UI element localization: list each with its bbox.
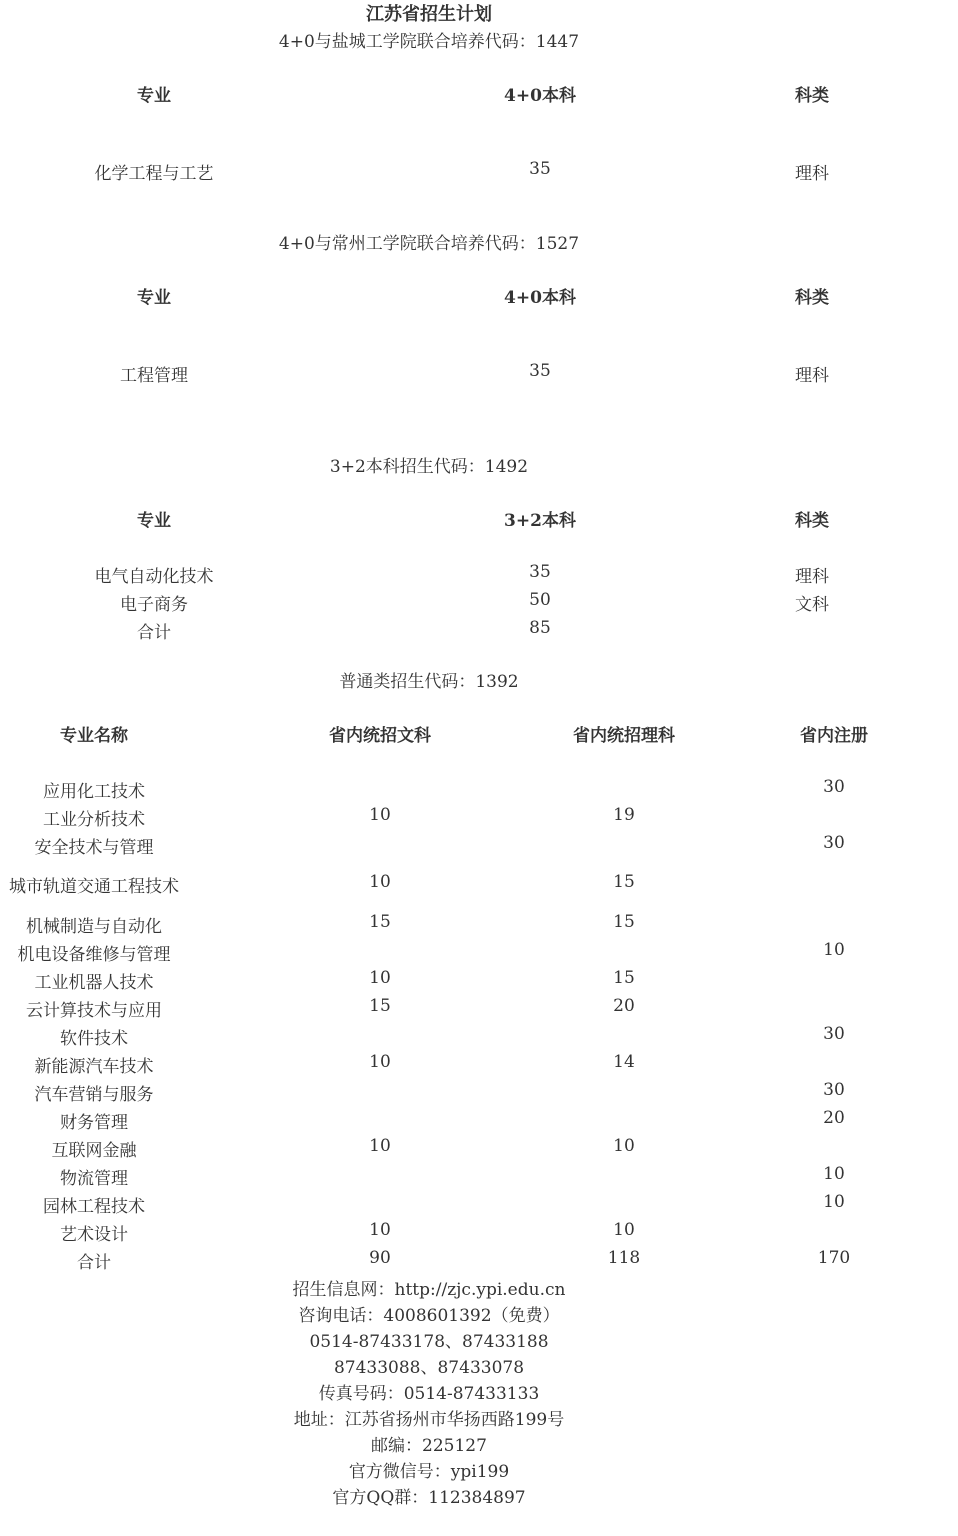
cell-arts: 10 <box>369 968 391 988</box>
cell-major-name: 安全技术与管理 <box>34 838 154 858</box>
header-quota: 3+2本科 <box>504 511 576 531</box>
cell-science: 15 <box>613 912 635 932</box>
cell-registered: 30 <box>823 1080 845 1100</box>
cell-science: 19 <box>613 805 635 825</box>
header-quota: 4+0本科 <box>504 86 576 106</box>
cell-registered: 20 <box>823 1108 845 1128</box>
cell-arts: 15 <box>369 912 391 932</box>
cell-major: 电气自动化技术 <box>94 567 214 587</box>
cell-science: 15 <box>613 872 635 892</box>
cell-major-name: 物流管理 <box>60 1169 128 1189</box>
cell-major-name: 财务管理 <box>60 1113 128 1133</box>
header-major-name: 专业名称 <box>60 726 128 746</box>
cell-major-name: 互联网金融 <box>51 1141 137 1161</box>
cell-major-name: 机电设备维修与管理 <box>17 945 171 965</box>
cell-major-name: 园林工程技术 <box>43 1197 145 1217</box>
header-major: 专业 <box>137 288 171 308</box>
cell-science: 20 <box>613 996 635 1016</box>
section-heading-1527: 4+0与常州工学院联合培养代码：1527 <box>278 234 580 254</box>
cell-science: 10 <box>613 1136 635 1156</box>
section-heading-1447: 4+0与盐城工学院联合培养代码：1447 <box>278 32 580 52</box>
page-title: 江苏省招生计划 <box>366 4 492 25</box>
contact-line: 官方微信号：ypi199 <box>348 1462 510 1482</box>
cell-major: 电子商务 <box>120 595 188 615</box>
section-heading-1392: 普通类招生代码：1392 <box>339 672 519 692</box>
cell-arts: 15 <box>369 996 391 1016</box>
cell-quota: 50 <box>529 590 551 610</box>
cell-quota: 35 <box>529 361 551 381</box>
cell-major-name: 机械制造与自动化 <box>26 917 162 937</box>
cell-major: 化学工程与工艺 <box>94 164 214 184</box>
cell-major-name: 合计 <box>77 1253 111 1273</box>
header-quota: 4+0本科 <box>504 288 576 308</box>
header-category: 科类 <box>795 511 829 531</box>
cell-major-name: 云计算技术与应用 <box>26 1001 162 1021</box>
contact-line: 官方QQ群：112384897 <box>332 1488 526 1508</box>
cell-arts: 10 <box>369 1052 391 1072</box>
contact-line: 87433088、87433078 <box>333 1358 525 1378</box>
cell-major-name: 新能源汽车技术 <box>34 1057 154 1077</box>
cell-major-name: 艺术设计 <box>60 1225 128 1245</box>
contact-line: 招生信息网：http://zjc.ypi.edu.cn <box>292 1280 566 1300</box>
cell-registered: 30 <box>823 833 845 853</box>
cell-registered: 30 <box>823 777 845 797</box>
section-heading-1492: 3+2本科招生代码：1492 <box>329 457 529 477</box>
contact-line: 传真号码：0514-87433133 <box>318 1384 540 1404</box>
cell-category: 文科 <box>795 595 829 615</box>
cell-category: 理科 <box>795 366 829 386</box>
cell-registered: 10 <box>823 1164 845 1184</box>
contact-line: 0514-87433178、87433188 <box>309 1332 549 1352</box>
cell-major: 工程管理 <box>120 366 188 386</box>
cell-arts: 10 <box>369 805 391 825</box>
cell-arts: 90 <box>369 1248 391 1268</box>
contact-line: 邮编：225127 <box>371 1436 487 1456</box>
header-category: 科类 <box>795 288 829 308</box>
cell-arts: 10 <box>369 872 391 892</box>
cell-registered: 10 <box>823 1192 845 1212</box>
header-category: 科类 <box>795 86 829 106</box>
cell-major-name: 汽车营销与服务 <box>34 1085 154 1105</box>
header-major: 专业 <box>137 86 171 106</box>
cell-major-name: 城市轨道交通工程技术 <box>9 877 179 897</box>
cell-quota: 35 <box>529 562 551 582</box>
cell-major-name: 工业机器人技术 <box>34 973 154 993</box>
cell-science: 14 <box>613 1052 635 1072</box>
cell-major-name: 软件技术 <box>60 1029 128 1049</box>
cell-science: 15 <box>613 968 635 988</box>
header-science: 省内统招理科 <box>573 726 675 746</box>
cell-major: 合计 <box>137 623 171 643</box>
cell-registered: 30 <box>823 1024 845 1044</box>
contact-line: 咨询电话：4008601392（免费） <box>298 1306 560 1326</box>
cell-quota: 35 <box>529 159 551 179</box>
cell-category: 理科 <box>795 567 829 587</box>
cell-quota: 85 <box>529 618 551 638</box>
cell-major-name: 应用化工技术 <box>43 782 145 802</box>
contact-line: 地址：江苏省扬州市华扬西路199号 <box>293 1410 565 1430</box>
cell-registered: 10 <box>823 940 845 960</box>
cell-arts: 10 <box>369 1136 391 1156</box>
cell-science: 10 <box>613 1220 635 1240</box>
cell-science: 118 <box>607 1248 641 1268</box>
cell-major-name: 工业分析技术 <box>43 810 145 830</box>
cell-arts: 10 <box>369 1220 391 1240</box>
cell-category: 理科 <box>795 164 829 184</box>
header-major: 专业 <box>137 511 171 531</box>
cell-registered: 170 <box>817 1248 851 1268</box>
header-registered: 省内注册 <box>800 726 868 746</box>
header-arts: 省内统招文科 <box>329 726 431 746</box>
